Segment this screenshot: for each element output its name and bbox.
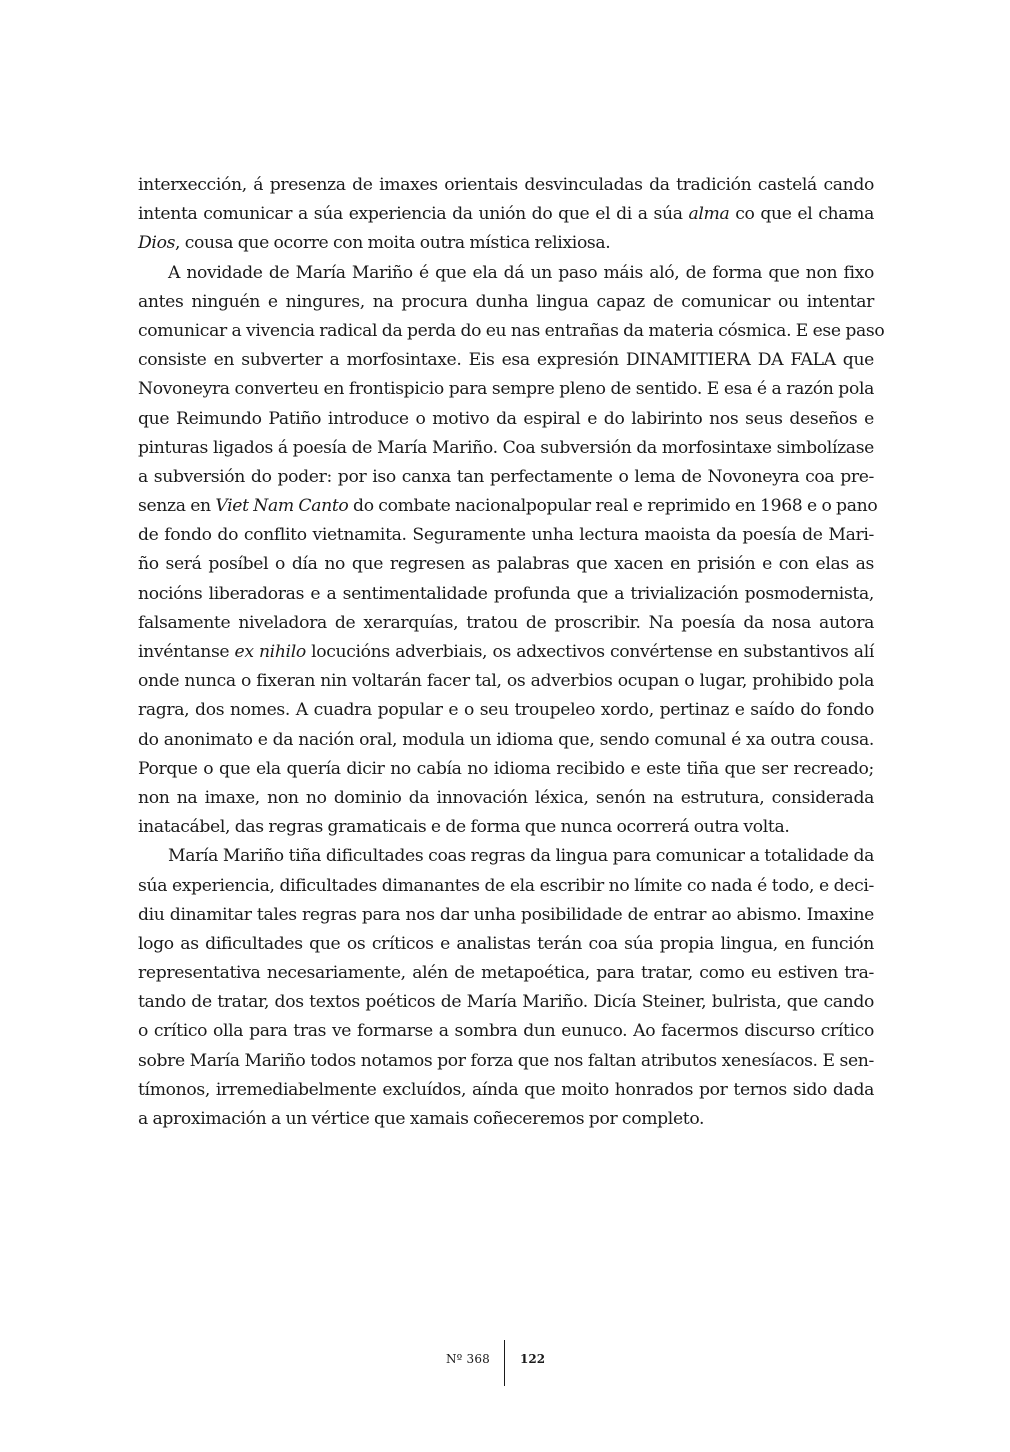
text-line xyxy=(138,755,874,784)
text-run: o crítico olla para tras ve formarse a sombra dun eunuco. Ao facermos discurso crítico xyxy=(138,1021,874,1042)
text-run: inatacábel, das regras gramaticais e de forma que nunca ocorrerá outra volta. xyxy=(138,817,790,838)
text-run: Novoneyra converteu en frontispicio para sempre pleno de sentido. E esa é a razón pola xyxy=(138,379,874,400)
text-run: de fondo do conflito vietnamita. Seguramente unha lectura maoista da poesía de Mari- xyxy=(138,525,874,546)
text-line xyxy=(138,872,874,901)
text-line xyxy=(138,580,874,609)
text-run: onde nunca o fixeran nin voltarán facer tal, os adverbios ocupan o lugar, prohibido pola xyxy=(138,671,874,692)
text-line xyxy=(138,405,874,434)
text-line xyxy=(138,1076,874,1105)
text-line xyxy=(138,434,874,463)
text-line xyxy=(138,842,874,871)
text-line xyxy=(138,667,874,696)
page-footer xyxy=(0,1340,1010,1388)
text-run: logo as dificultades que os críticos e analistas terán coa súa propia lingua, en función xyxy=(138,933,874,954)
paragraph xyxy=(138,171,874,259)
text-run: tímonos, irremediabelmente excluídos, aínda que moito honrados por ternos sido dada xyxy=(138,1079,874,1100)
text-run: comunicar a vivencia radical da perda do eu nas entrañas da materia cósmica. E ese paso xyxy=(138,320,885,341)
text-line xyxy=(138,550,874,579)
text-run: falsamente niveladora de xerarquías, tratou de proscribir. Na poesía da nosa autora xyxy=(138,612,874,633)
text-line xyxy=(138,492,878,521)
text-run: sobre María Mariño todos notamos por forza que nos faltan atributos xenesíacos. E sen- xyxy=(138,1050,874,1071)
italic-text: Dios xyxy=(138,233,176,254)
italic-text: Viet Nam Canto xyxy=(215,496,349,517)
text-line xyxy=(138,1047,874,1076)
text-line xyxy=(138,317,885,346)
text-line xyxy=(138,988,874,1017)
text-run: interxección, á presenza de imaxes orientais desvinculadas da tradición castelá cando xyxy=(138,175,874,195)
text-line xyxy=(138,930,874,959)
text-line xyxy=(138,726,874,755)
text-run: ragra, dos nomes. A cuadra popular e o seu troupeleo xordo, pertinaz e saído do fondo xyxy=(138,700,874,721)
text-run: ño será posíbel o día no que regresen as palabras que xacen en prisión e con elas as xyxy=(138,554,874,575)
page-number: 122 xyxy=(520,1352,546,1366)
text-run: do combate nacionalpopular real e reprimido en 1968 e o pano xyxy=(348,496,878,517)
text-run: non na imaxe, non no dominio da innovación léxica, senón na estrutura, considerada xyxy=(138,787,874,808)
text-line xyxy=(138,171,874,200)
text-line xyxy=(138,901,874,930)
text-run: pinturas ligados á poesía de María Mariño. Coa subversión da morfosintaxe simbolízase xyxy=(138,437,874,458)
text-run: nocións liberadoras e a sentimentalidade profunda que a trivialización posmodernista, xyxy=(138,583,874,604)
text-line xyxy=(138,1105,874,1134)
paragraph xyxy=(138,259,885,843)
text-run: , cousa que ocorre con moita outra mística relixiosa. xyxy=(175,233,611,254)
text-run: senza en xyxy=(138,496,216,517)
issue-number: Nº 368 xyxy=(445,1352,490,1366)
text-line xyxy=(138,609,874,638)
text-line xyxy=(138,229,874,258)
paragraph xyxy=(138,842,874,1134)
text-run: súa experiencia, dificultades dimanantes de ela escribir no límite co nada é todo, e deci- xyxy=(138,875,874,896)
text-run: tando de tratar, dos textos poéticos de María Mariño. Dicía Steiner, bulrista, que cando xyxy=(138,992,874,1013)
text-run: locucións adverbiais, os adxectivos convértense en substantivos alí xyxy=(305,642,874,662)
text-run: representativa necesariamente, alén de metapoética, para tratar, como eu estiven tra- xyxy=(138,963,874,984)
text-line xyxy=(138,288,874,317)
text-run: antes ninguén e ningures, na procura dunha lingua capaz de comunicar ou intentar xyxy=(138,291,874,312)
text-run: consiste en subverter a morfosintaxe. Eis esa expresión DINAMITIERA DA FALA que xyxy=(138,350,874,371)
footer-divider xyxy=(504,1340,505,1386)
text-line xyxy=(138,375,874,404)
text-run: Porque o que ela quería dicir no cabía no idioma recibido e este tiña que ser recreado; xyxy=(138,758,874,779)
text-run: que Reimundo Patiño introduce o motivo da espiral e do labirinto nos seus deseños e xyxy=(138,408,874,429)
text-line xyxy=(138,696,874,725)
text-run: invéntanse xyxy=(138,642,235,662)
text-run: A novidade de María Mariño é que ela dá un paso máis aló, de forma que non fixo xyxy=(168,262,874,283)
text-line xyxy=(138,259,874,288)
text-line xyxy=(138,959,874,988)
text-line xyxy=(138,346,874,375)
text-run: diu dinamitar tales regras para nos dar unha posibilidade de entrar ao abismo. Imaxine xyxy=(138,904,874,925)
text-run: a subversión do poder: por iso canxa tan perfectamente o lema de Novoneyra coa pre- xyxy=(138,466,874,487)
text-line xyxy=(138,813,874,842)
text-run: do anonimato e da nación oral, modula un idioma que, sendo comunal é xa outra cousa. xyxy=(138,729,874,750)
text-line xyxy=(138,784,874,813)
text-line xyxy=(138,1017,874,1046)
body-text xyxy=(138,171,885,1134)
italic-text: alma xyxy=(688,204,730,225)
text-line xyxy=(138,200,874,229)
text-line xyxy=(138,521,874,550)
text-run: María Mariño tiña dificultades coas regras da lingua para comunicar a totalidade da xyxy=(168,846,874,867)
text-run: a aproximación a un vértice que xamais coñeceremos por completo. xyxy=(138,1109,705,1129)
italic-text: ex nihilo xyxy=(234,642,306,662)
text-run: intenta comunicar a súa experiencia da unión do que el di a súa xyxy=(138,204,689,225)
text-line xyxy=(138,463,874,492)
text-line xyxy=(138,638,874,667)
text-run: co que el chama xyxy=(729,204,874,225)
